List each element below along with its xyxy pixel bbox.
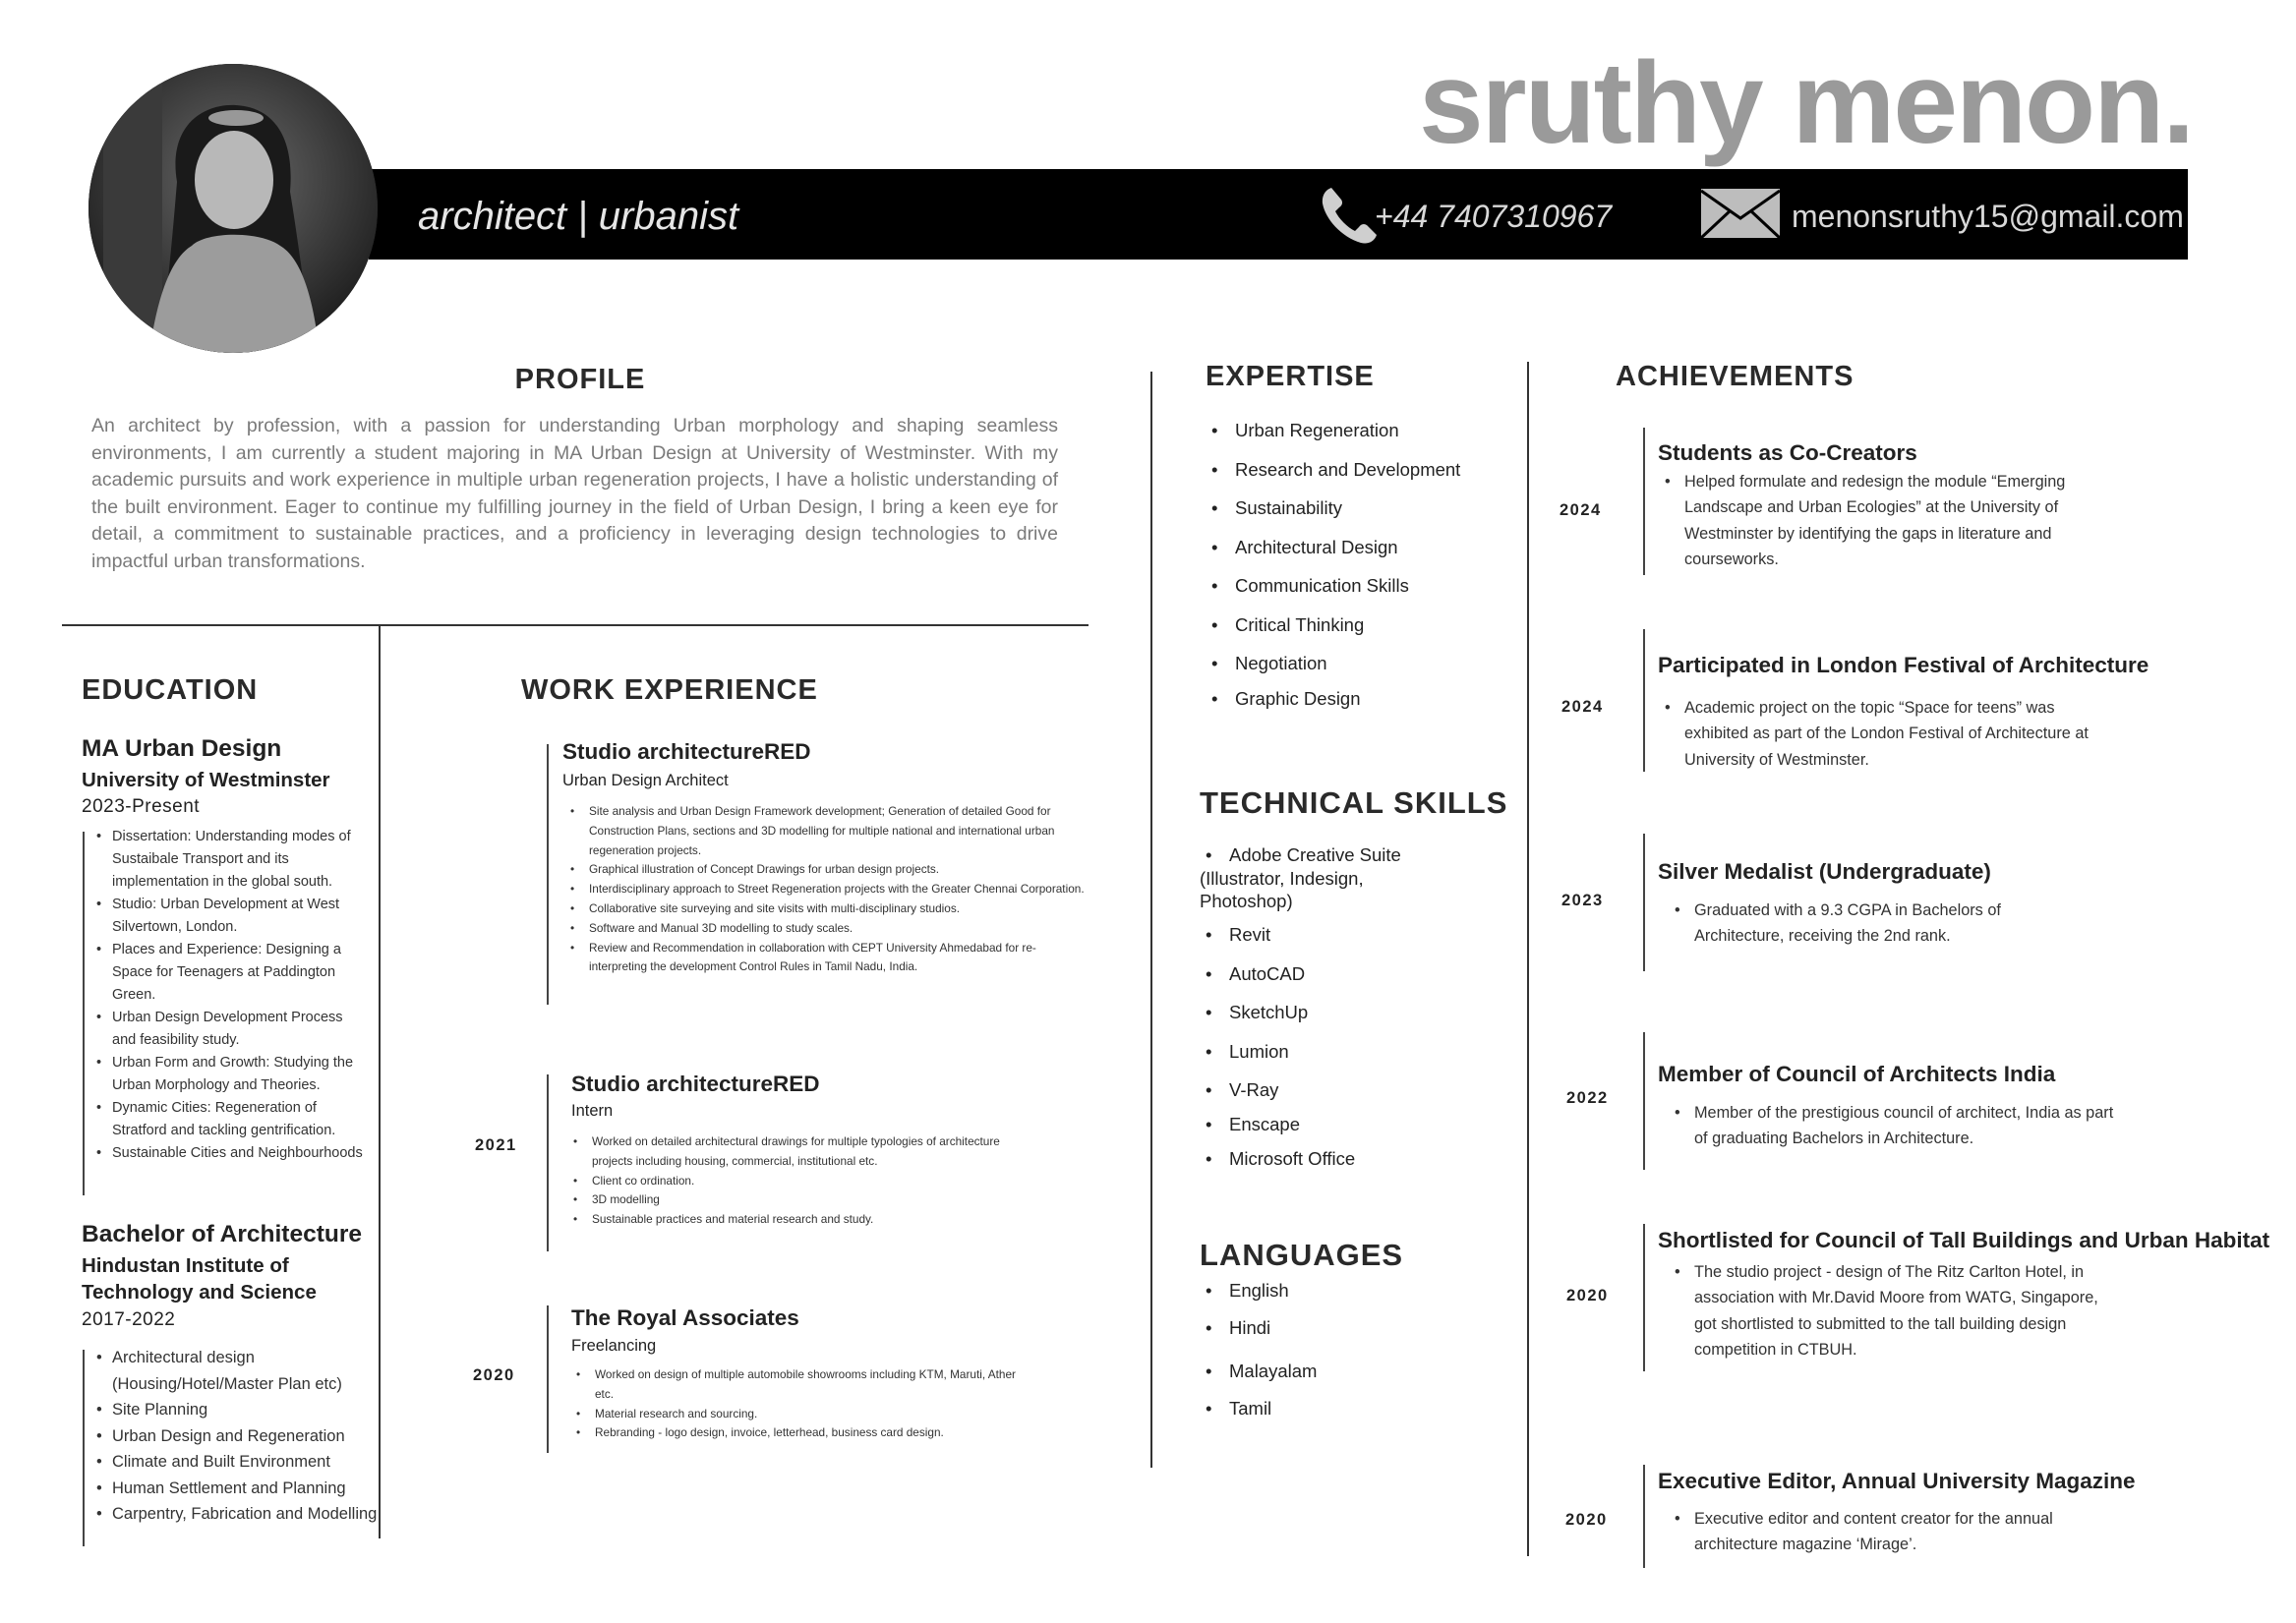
job-year: 2021 — [475, 1136, 517, 1154]
list-item: • Worked on detailed architectural drawings for multiple typologies of architecture projects including housing, commercial, institutional etc. — [565, 1132, 1028, 1172]
list-item: • Urban Form and Growth: Studying the Urban Morphology and Theories. — [94, 1052, 370, 1097]
suite-line: Photoshop) — [1200, 891, 1293, 911]
job-bar — [547, 744, 549, 1005]
expertise-heading: EXPERTISE — [1206, 361, 1375, 392]
achievement-year: 2024 — [1561, 698, 1604, 716]
list-item: • Climate and Built Environment — [94, 1449, 380, 1476]
list-item: • Hindi — [1194, 1317, 1317, 1361]
list-item: • Carpentry, Fabrication and Modelling — [94, 1501, 380, 1528]
section-divider — [62, 624, 1089, 626]
list-item: • Graphical illustration of Concept Drawings for urban design projects. — [562, 860, 1093, 880]
profile-photo — [88, 64, 378, 353]
list-item: • Architectural Design — [1200, 537, 1460, 576]
list-item: • Urban Design Development Process and feasibility study. — [94, 1007, 370, 1052]
list-item: • 3D modelling — [565, 1190, 1028, 1210]
job-bar — [547, 1074, 549, 1251]
institution-name: Hindustan Institute of Technology and Science — [82, 1254, 317, 1304]
list-item: • Member of the prestigious council of architect, India as part of graduating Bachelors in Architecture. — [1668, 1100, 2120, 1152]
list-item: • Human Settlement and Planning — [94, 1476, 380, 1502]
list-item: • Graphic Design — [1200, 688, 1460, 724]
job-role: Intern — [571, 1102, 614, 1120]
list-item: • Enscape — [1194, 1114, 1355, 1148]
list-bar — [83, 832, 85, 1195]
list-item: • Interdisciplinary approach to Street Regeneration projects with the Greater Chennai Corporation. — [562, 880, 1093, 899]
candidate-name: sruthy menon. — [1419, 38, 2193, 168]
list-item: • SketchUp — [1194, 1002, 1355, 1041]
achievements-heading: ACHIEVEMENTS — [1616, 361, 1854, 392]
achievement-title: Member of Council of Architects India — [1658, 1062, 2056, 1086]
column-divider — [1150, 372, 1152, 1468]
degree-name: MA Urban Design — [82, 735, 282, 762]
institution-name: University of Westminster — [82, 769, 330, 791]
list-item: • Collaborative site surveying and site visits with multi-disciplinary studios. — [562, 899, 1093, 919]
achievement-description — [1668, 1259, 2120, 1362]
job-year: 2020 — [473, 1366, 515, 1384]
list-item: • The studio project - design of The Ritz Carlton Hotel, in association with Mr.David Moore from WATG, Singapore, got shortlisted to submitted to the tall building design competition in CTBUH. — [1668, 1259, 2120, 1362]
achievement-title: Students as Co-Creators — [1658, 440, 1917, 465]
job-role: Freelancing — [571, 1337, 657, 1355]
education-entry — [82, 735, 377, 818]
achievement-description — [1668, 1100, 2120, 1152]
list-item: • Studio: Urban Development at West Silvertown, London. — [94, 894, 370, 939]
job-duties-list — [568, 1365, 1021, 1443]
list-item: • Academic project on the topic “Space for teens” was exhibited as part of the London Festival of Architecture at University of Westminster. — [1658, 695, 2120, 773]
achievement-bar — [1643, 428, 1645, 575]
achievement-bar — [1643, 1032, 1645, 1170]
list-item: • AutoCAD — [1194, 963, 1355, 1003]
achievement-bar — [1643, 1465, 1645, 1568]
list-item: • Worked on design of multiple automobile showrooms including KTM, Maruti, Ather etc. — [568, 1365, 1021, 1405]
list-item: • Places and Experience: Designing a Space for Teenagers at Paddington Green. — [94, 939, 370, 1007]
achievement-year: 2022 — [1566, 1089, 1609, 1107]
list-item: • Executive editor and content creator for the annual architecture magazine ‘Mirage’. — [1668, 1506, 2120, 1558]
list-item: • V-Ray — [1194, 1079, 1355, 1114]
phone-number[interactable]: +44 7407310967 — [1375, 199, 1613, 234]
list-item: • Dissertation: Understanding modes of Sustaibale Transport and its implementation in the global south. — [94, 826, 370, 894]
job-duties-list — [562, 802, 1093, 977]
list-item: • Dynamic Cities: Regeneration of Stratford and tackling gentrification. — [94, 1097, 370, 1142]
achievement-bar — [1643, 834, 1645, 971]
list-item: • Sustainability — [1200, 497, 1460, 537]
languages-heading: LANGUAGES — [1200, 1238, 1404, 1272]
suite-line: Adobe Creative Suite — [1229, 844, 1401, 865]
expertise-list — [1200, 420, 1460, 724]
list-item: • Urban Design and Regeneration — [94, 1423, 380, 1450]
achievement-title: Participated in London Festival of Architecture — [1658, 653, 2149, 677]
achievement-year: 2020 — [1566, 1287, 1609, 1304]
list-item: • Microsoft Office — [1194, 1148, 1355, 1183]
list-item: • Client co ordination. — [565, 1172, 1028, 1191]
list-item: • Lumion — [1194, 1041, 1355, 1080]
list-item: • Sustainable Cities and Neighbourhoods — [94, 1142, 370, 1165]
job-title: architect | urbanist — [418, 195, 739, 238]
achievement-description — [1668, 898, 2051, 950]
education-course-list — [94, 826, 370, 1165]
company-name: The Royal Associates — [571, 1305, 799, 1330]
achievement-title: Silver Medalist (Undergraduate) — [1658, 859, 1991, 884]
list-bar — [83, 1350, 85, 1546]
achievement-year: 2024 — [1560, 501, 1602, 519]
education-course-list — [94, 1345, 380, 1528]
list-item: • Review and Recommendation in collaboration with CEPT University Ahmedabad for re-interpreting the development Control Rules in Tamil Nadu, India. — [562, 939, 1093, 978]
achievement-description — [1658, 695, 2120, 773]
achievement-bar — [1643, 629, 1645, 772]
list-item: • Site analysis and Urban Design Framework development; Generation of detailed Good for Construction Plans, sections and 3D modelling for multiple national and international urban regeneration projects. — [562, 802, 1093, 860]
achievement-title: Shortlisted for Council of Tall Buildings and Urban Habitat — [1658, 1228, 2270, 1252]
list-item: • Graduated with a 9.3 CGPA in Bachelors of Architecture, receiving the 2nd rank. — [1668, 898, 2051, 950]
work-experience-heading: WORK EXPERIENCE — [521, 674, 818, 706]
achievement-description — [1668, 1506, 2120, 1558]
achievement-year: 2020 — [1565, 1511, 1608, 1529]
education-entry — [82, 1221, 377, 1331]
software-suite-item: • Adobe Creative Suite (Illustrator, Indesign, Photoshop) — [1200, 844, 1401, 911]
job-duties-list — [565, 1132, 1028, 1230]
company-name: Studio architectureRED — [562, 739, 811, 764]
suite-line: (Illustrator, Indesign, — [1200, 867, 1364, 889]
list-item: • Software and Manual 3D modelling to study scales. — [562, 919, 1093, 939]
education-heading: EDUCATION — [82, 674, 259, 706]
mail-icon — [1699, 187, 1782, 240]
company-name: Studio architectureRED — [571, 1072, 820, 1096]
list-item: • Communication Skills — [1200, 575, 1460, 614]
technical-skills-heading: TECHNICAL SKILLS — [1200, 785, 1508, 820]
list-item: • Malayalam — [1194, 1361, 1317, 1398]
job-role: Urban Design Architect — [562, 772, 729, 789]
list-item: • Tamil — [1194, 1398, 1317, 1435]
list-item: • Revit — [1194, 924, 1355, 963]
list-item: • Helped formulate and redesign the module “Emerging Landscape and Urban Ecologies” at the University of Westminster by identifying the gaps in literature and courseworks. — [1658, 469, 2120, 572]
list-item: • Negotiation — [1200, 653, 1460, 688]
list-item: • Urban Regeneration — [1200, 420, 1460, 459]
list-item: • Architectural design (Housing/Hotel/Master Plan etc) — [94, 1345, 380, 1397]
technical-skills-list — [1194, 924, 1355, 1183]
profile-summary: An architect by profession, with a passion for understanding Urban morphology and shaping seamless environments, I am currently a student majoring in MA Urban Design at University of Westminster. With my academic pursuits and work experience in multiple urban regeneration projects, I have a holistic understanding of the built environment. Eager to continue my fulfilling journey in the field of Urban Design, I bring a keen eye for detail, a commitment to sustainable practices, and a proficiency in leveraging design technologies to drive impactful urban transformations. — [91, 415, 1058, 572]
list-item: • Site Planning — [94, 1397, 380, 1423]
profile-heading: PROFILE — [514, 364, 646, 395]
study-years: 2023-Present — [82, 796, 201, 817]
list-item: • Critical Thinking — [1200, 614, 1460, 654]
achievement-title: Executive Editor, Annual University Magazine — [1658, 1469, 2136, 1493]
achievement-bar — [1643, 1224, 1645, 1371]
list-item: • Sustainable practices and material research and study. — [565, 1210, 1028, 1230]
list-item: • Research and Development — [1200, 459, 1460, 498]
achievement-year: 2023 — [1561, 892, 1604, 909]
degree-name: Bachelor of Architecture — [82, 1221, 362, 1247]
email-address[interactable]: menonsruthy15@gmail.com — [1792, 199, 2184, 234]
list-item: • Rebranding - logo design, invoice, letterhead, business card design. — [568, 1423, 1021, 1443]
list-item: • English — [1194, 1280, 1317, 1317]
list-item: • Material research and sourcing. — [568, 1405, 1021, 1424]
languages-list — [1194, 1280, 1317, 1435]
study-years: 2017-2022 — [82, 1309, 176, 1330]
job-bar — [547, 1305, 549, 1453]
column-divider — [1527, 362, 1529, 1556]
achievement-description — [1658, 469, 2120, 572]
